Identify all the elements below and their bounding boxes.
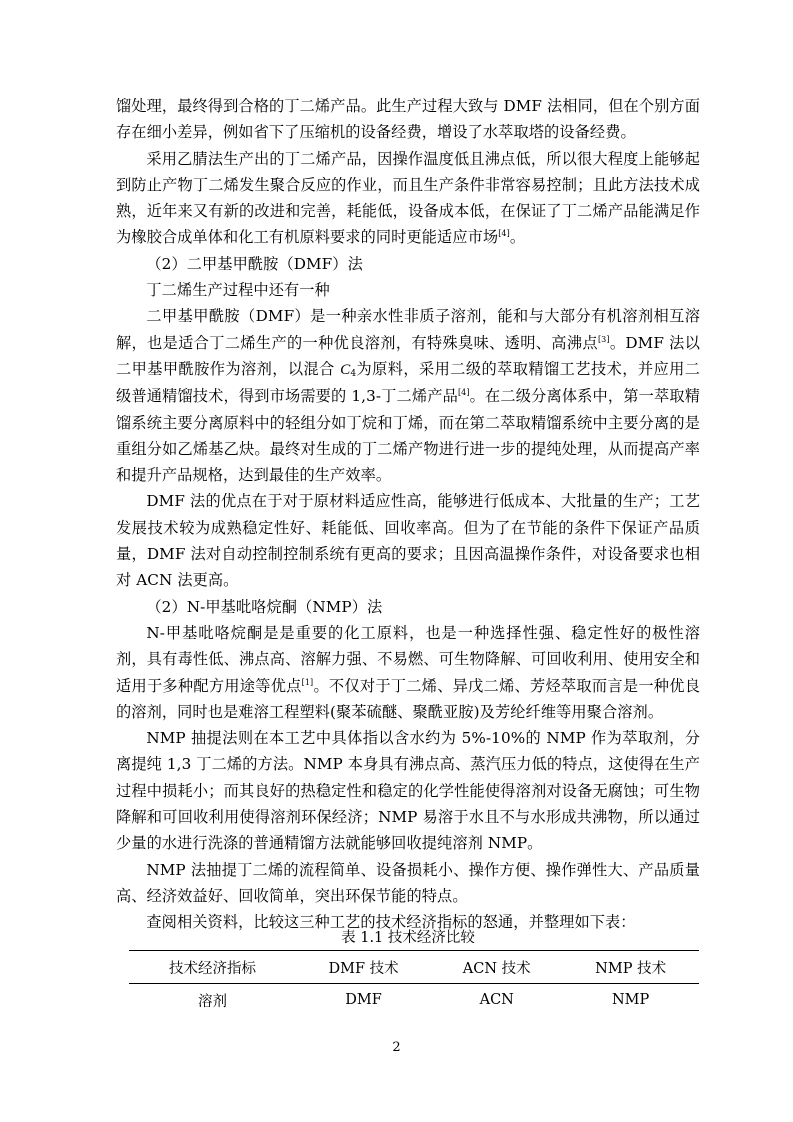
table-caption: 表 1.1 技术经济比较 — [341, 930, 475, 946]
chem-c: C — [340, 360, 351, 378]
table-header-cell: NMP 技术 — [562, 951, 699, 984]
citation-ref: [4] — [498, 229, 510, 239]
paragraph-4-mid2: 为原料，采用二级的萃取精馏工艺技术，并应用二级普通精馏技术，得到市场需要的 1,3-丁二烯产品 — [116, 359, 701, 406]
table-header-cell: ACN 技术 — [431, 951, 562, 984]
tech-economic-table — [129, 950, 699, 1016]
paragraph-6 — [116, 620, 700, 725]
table-cell: NMP — [611, 992, 650, 1008]
paragraph-1: 馏处理，最终得到合格的丁二烯产品。此生产过程大致与 DMF 法相同，但在个别方面存在细小差异，例如省下了压缩机的设备经费，增设了水萃取塔的设备经费。 — [116, 97, 700, 142]
paragraph-6-text: N-甲基吡咯烷酮是是重要的化工原料，也是一种选择性强、稳定性好的极性溶剂，具有毒性低、沸点高、溶解力强、不易燃、可生物降解、可回收利用、使用安全和适用于多种配方用途等优点 — [116, 623, 700, 695]
table-header-cell: DMF 技术 — [296, 951, 431, 984]
paragraph-2-text: 采用乙腈法生产出的丁二烯产品，因操作温度低且沸点低，所以很大程度上能够起到防止产物丁二烯发生聚合反应的作业，而且生产条件非常容易控制；且此方法技术成熟，近年来又有新的改进和完善，耗能低，设备成本低，在保证了丁二烯产品能满足作为橡胶合成单体和化工有机原料要求的同时更能适应市场 — [116, 149, 700, 247]
paragraph-9: 查阅相关资料，比较这三种工艺的技术经济指标的怒通，并整理如下表： — [146, 913, 636, 932]
paragraph-7: NMP 抽提法则在本工艺中具体指以含水约为 5%-10%的 NMP 作为萃取剂，分离提纯 1,3 丁二烯的方法。NMP 本身具有沸点高、蒸汽压力低的特点，这使得在生产过程中损耗小；而其良好的热稳定性和稳定的化学性能使得溶剂对设备无腐蚀；可生物降解和可回收利用使得溶剂环保经济；NMP 易溶于水且不与水形成共沸物，所以通过少量的水进行洗涤的普通精馏方法就能够回收提纯溶剂 NMP。 — [116, 729, 700, 853]
citation-ref: [4] — [457, 388, 470, 398]
citation-ref: [1] — [301, 677, 314, 687]
table-cell: ACN — [479, 992, 514, 1008]
table-row — [129, 984, 699, 1017]
page-number: 2 — [392, 1040, 401, 1055]
table-cell: DMF — [345, 992, 382, 1008]
paragraph-4-text: 二甲基甲酰胺（DMF）是一种亲水性非质子溶剂，能和与大部分有机溶剂相互溶解，也是适合丁二烯生产的一种优良溶剂，有特殊臭味、透明、高沸点 — [116, 307, 700, 352]
paragraph-4-mid1: 。DMF 法以二甲基甲酰胺作为溶剂，以混合 — [116, 333, 700, 378]
paragraph-6-end: 。不仅对于丁二烯、异戊二烯、芳烃萃取而言是一种优良的溶剂，同时也是难溶工程塑料(聚苯硫醚、聚酰亚胺)及芳纶纤维等用聚合溶剂。 — [116, 676, 701, 721]
section-heading-dmf: （2）二甲基甲酰胺（DMF）法 — [146, 254, 363, 273]
section-heading-nmp: （2）N-甲基吡咯烷酮（NMP）法 — [146, 597, 383, 616]
chem-subscript: 4 — [350, 368, 357, 379]
citation-ref: [3] — [597, 334, 610, 344]
document-body — [116, 93, 700, 936]
table-cell: 溶剂 — [197, 993, 227, 1010]
paragraph-2-end: 。 — [509, 228, 526, 247]
paragraph-5: DMF 法的优点在于对于原材料适应性高，能够进行低成本、大批量的生产；工艺发展技术较为成熟稳定性好、耗能低、回收率高。但为了在节能的条件下保证产品质量，DMF 法对自动控制控制系统有更高的要求；且因高温操作条件，对设备要求也相对 ACN 法更高。 — [116, 492, 700, 590]
paragraph-2 — [116, 146, 700, 251]
paragraph-4 — [116, 303, 700, 488]
paragraph-8: NMP 法抽提丁二烯的流程简单、设备损耗小、操作方便、操作弹性大、产品质量高、经济效益好、回收简单，突出环保节能的特点。 — [116, 860, 700, 905]
table-header-cell: 技术经济指标 — [129, 951, 296, 984]
paragraph-4-mid3: 。在二级分离体系中，第一萃取精馏系统主要分离原料中的轻组分如丁烷和丁烯，而在第二萃取精馏系统中主要分离的是重组分如乙烯基乙炔。最终对生成的丁二烯产物进行进一步的提纯处理，从而提高产率和提升产品规格，达到最佳的生产效率。 — [116, 387, 700, 485]
paragraph-3: 丁二烯生产过程中还有一种 — [146, 281, 330, 300]
table-header-row — [129, 951, 699, 984]
